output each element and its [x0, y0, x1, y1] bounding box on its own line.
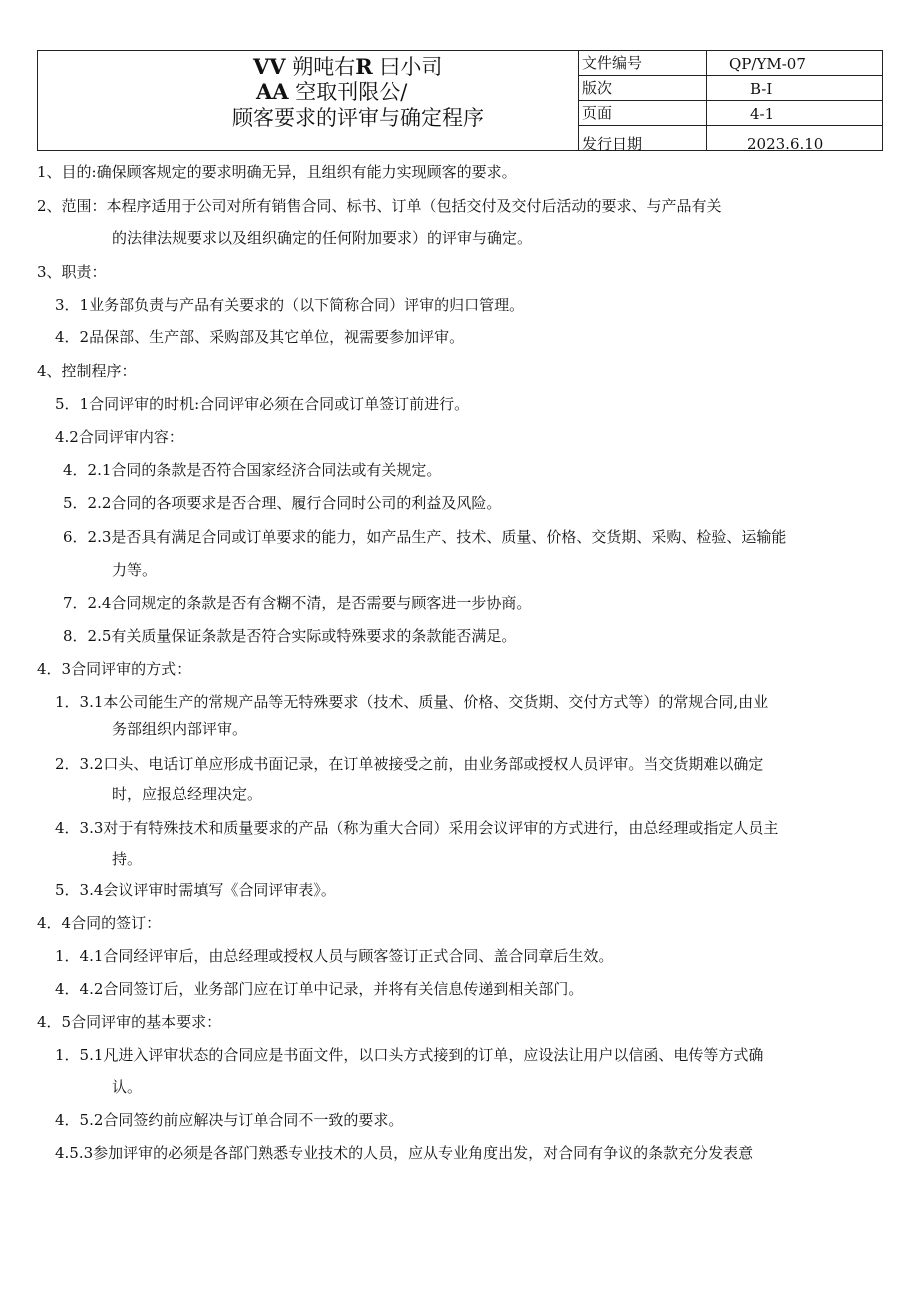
item-4-3: 4．3合同评审的方式： [37, 660, 192, 678]
item-4-5-1-cont: 认。 [112, 1078, 143, 1096]
title-line1-prefix: VV [253, 54, 286, 79]
doc-number-label: 文件编号 [582, 54, 643, 72]
document-title: 顾客要求的评审与确定程序 [232, 106, 484, 130]
issue-date-row [579, 126, 882, 153]
page-label: 页面 [582, 104, 613, 122]
doc-number-row [579, 51, 882, 76]
page-row [579, 101, 882, 126]
item-4-3-2: 2．3.2口头、电话订单应形成书面记录，在订单被接受之前，由业务部或授权人员评审。当交货期难以确定 [55, 755, 764, 773]
page-cell [706, 101, 882, 126]
item-4-2-4: 7．2.4合同规定的条款是否有含糊不清，是否需要与顾客进一步协商。 [63, 594, 532, 612]
item-4-2-5: 8．2.5有关质量保证条款是否符合实际或特殊要求的条款能否满足。 [63, 627, 517, 645]
item-4-2-3-cont: 力等。 [112, 561, 158, 579]
title-line1-b: 曰小司 [379, 55, 443, 79]
item-4-2-1: 4．2.1合同的条款是否符合国家经济合同法或有关规定。 [63, 461, 442, 479]
section-scope: 2、范围：本程序适用于公司对所有销售合同、标书、订单（包括交付及交付后活动的要求、与产品有关 [37, 197, 722, 215]
item-4-1: 5．1合同评审的时机:合同评审必须在合同或订单签订前进行。 [55, 395, 470, 413]
document-header-table [37, 50, 883, 151]
version-value: B-I [750, 80, 773, 98]
section-purpose: 1、目的:确保顾客规定的要求明确无异，且组织有能力实现顾客的要求。 [37, 163, 517, 181]
section-control-procedure: 4、控制程序： [37, 362, 137, 380]
item-4-4: 4．4合同的签订： [37, 914, 162, 932]
item-4-5: 4．5合同评审的基本要求： [37, 1013, 222, 1031]
section-scope-cont: 的法律法规要求以及组织确定的任何附加要求）的评审与确定。 [112, 229, 533, 247]
item-4-2: 4.2合同评审内容： [55, 428, 184, 446]
item-4-5-1: 1．5.1凡进入评审状态的合同应是书面文件，以口头方式接到的订单，应设法让用户以信函、电传等方式确 [55, 1046, 764, 1064]
item-4-3-2-cont: 时，应报总经理决定。 [112, 785, 263, 803]
item-4-3-4: 5．3.4会议评审时需填写《合同评审表》。 [55, 881, 336, 899]
company-name-line2 [256, 80, 407, 104]
issue-date-label: 发行日期 [582, 135, 643, 153]
item-4-3-1: 1．3.1本公司能生产的常规产品等无特殊要求（技术、质量、价格、交货期、交付方式等）的常规合同,由业 [55, 693, 769, 711]
doc-number-value: QP/YM-07 [729, 55, 806, 73]
company-title-cell [38, 51, 579, 150]
title-line1-r: R [355, 54, 373, 79]
item-3-2: 4．2品保部、生产部、采购部及其它单位，视需要参加评审。 [55, 328, 465, 346]
page-value: 4-1 [750, 105, 775, 123]
item-4-5-2: 4．5.2合同签约前应解决与订单合同不一致的要求。 [55, 1111, 404, 1129]
item-4-3-3-cont: 持。 [112, 850, 143, 868]
item-3-1: 3．1业务部负责与产品有关要求的（以下简称合同）评审的归口管理。 [55, 296, 525, 314]
version-row [579, 76, 882, 101]
item-4-2-2: 5．2.2合同的各项要求是否合理、履行合同时公司的利益及风险。 [63, 494, 502, 512]
title-line2-text: 空取刊限公/ [295, 80, 408, 104]
item-4-3-3: 4．3.3对于有特殊技术和质量要求的产品（称为重大合同）采用会议评审的方式进行，由总经理或指定人员主 [55, 819, 779, 837]
version-cell [706, 76, 882, 101]
item-4-2-3: 6．2.3是否具有满足合同或订单要求的能力，如产品生产、技术、质量、价格、交货期、采购、检验、运输能 [63, 528, 787, 546]
section-responsibilities: 3、职责： [37, 263, 107, 281]
doc-number-cell [706, 51, 882, 76]
issue-date-value: 2023.6.10 [747, 135, 824, 153]
version-label: 版次 [582, 79, 613, 97]
company-name-line1 [253, 55, 442, 79]
item-4-4-2: 4．4.2合同签订后，业务部门应在订单中记录，并将有关信息传递到相关部门。 [55, 980, 584, 998]
title-line1-a: 朔吨右 [292, 55, 356, 79]
item-4-3-1-cont: 务部组织内部评审。 [112, 720, 248, 738]
item-4-5-3: 4.5.3参加评审的必须是各部门熟悉专业技术的人员，应从专业角度出发，对合同有争议的条款充分发表意 [55, 1144, 754, 1162]
issue-date-cell [706, 126, 882, 153]
title-line2-prefix: AA [256, 79, 289, 104]
item-4-4-1: 1．4.1合同经评审后，由总经理或授权人员与顾客签订正式合同、盖合同章后生效。 [55, 947, 614, 965]
